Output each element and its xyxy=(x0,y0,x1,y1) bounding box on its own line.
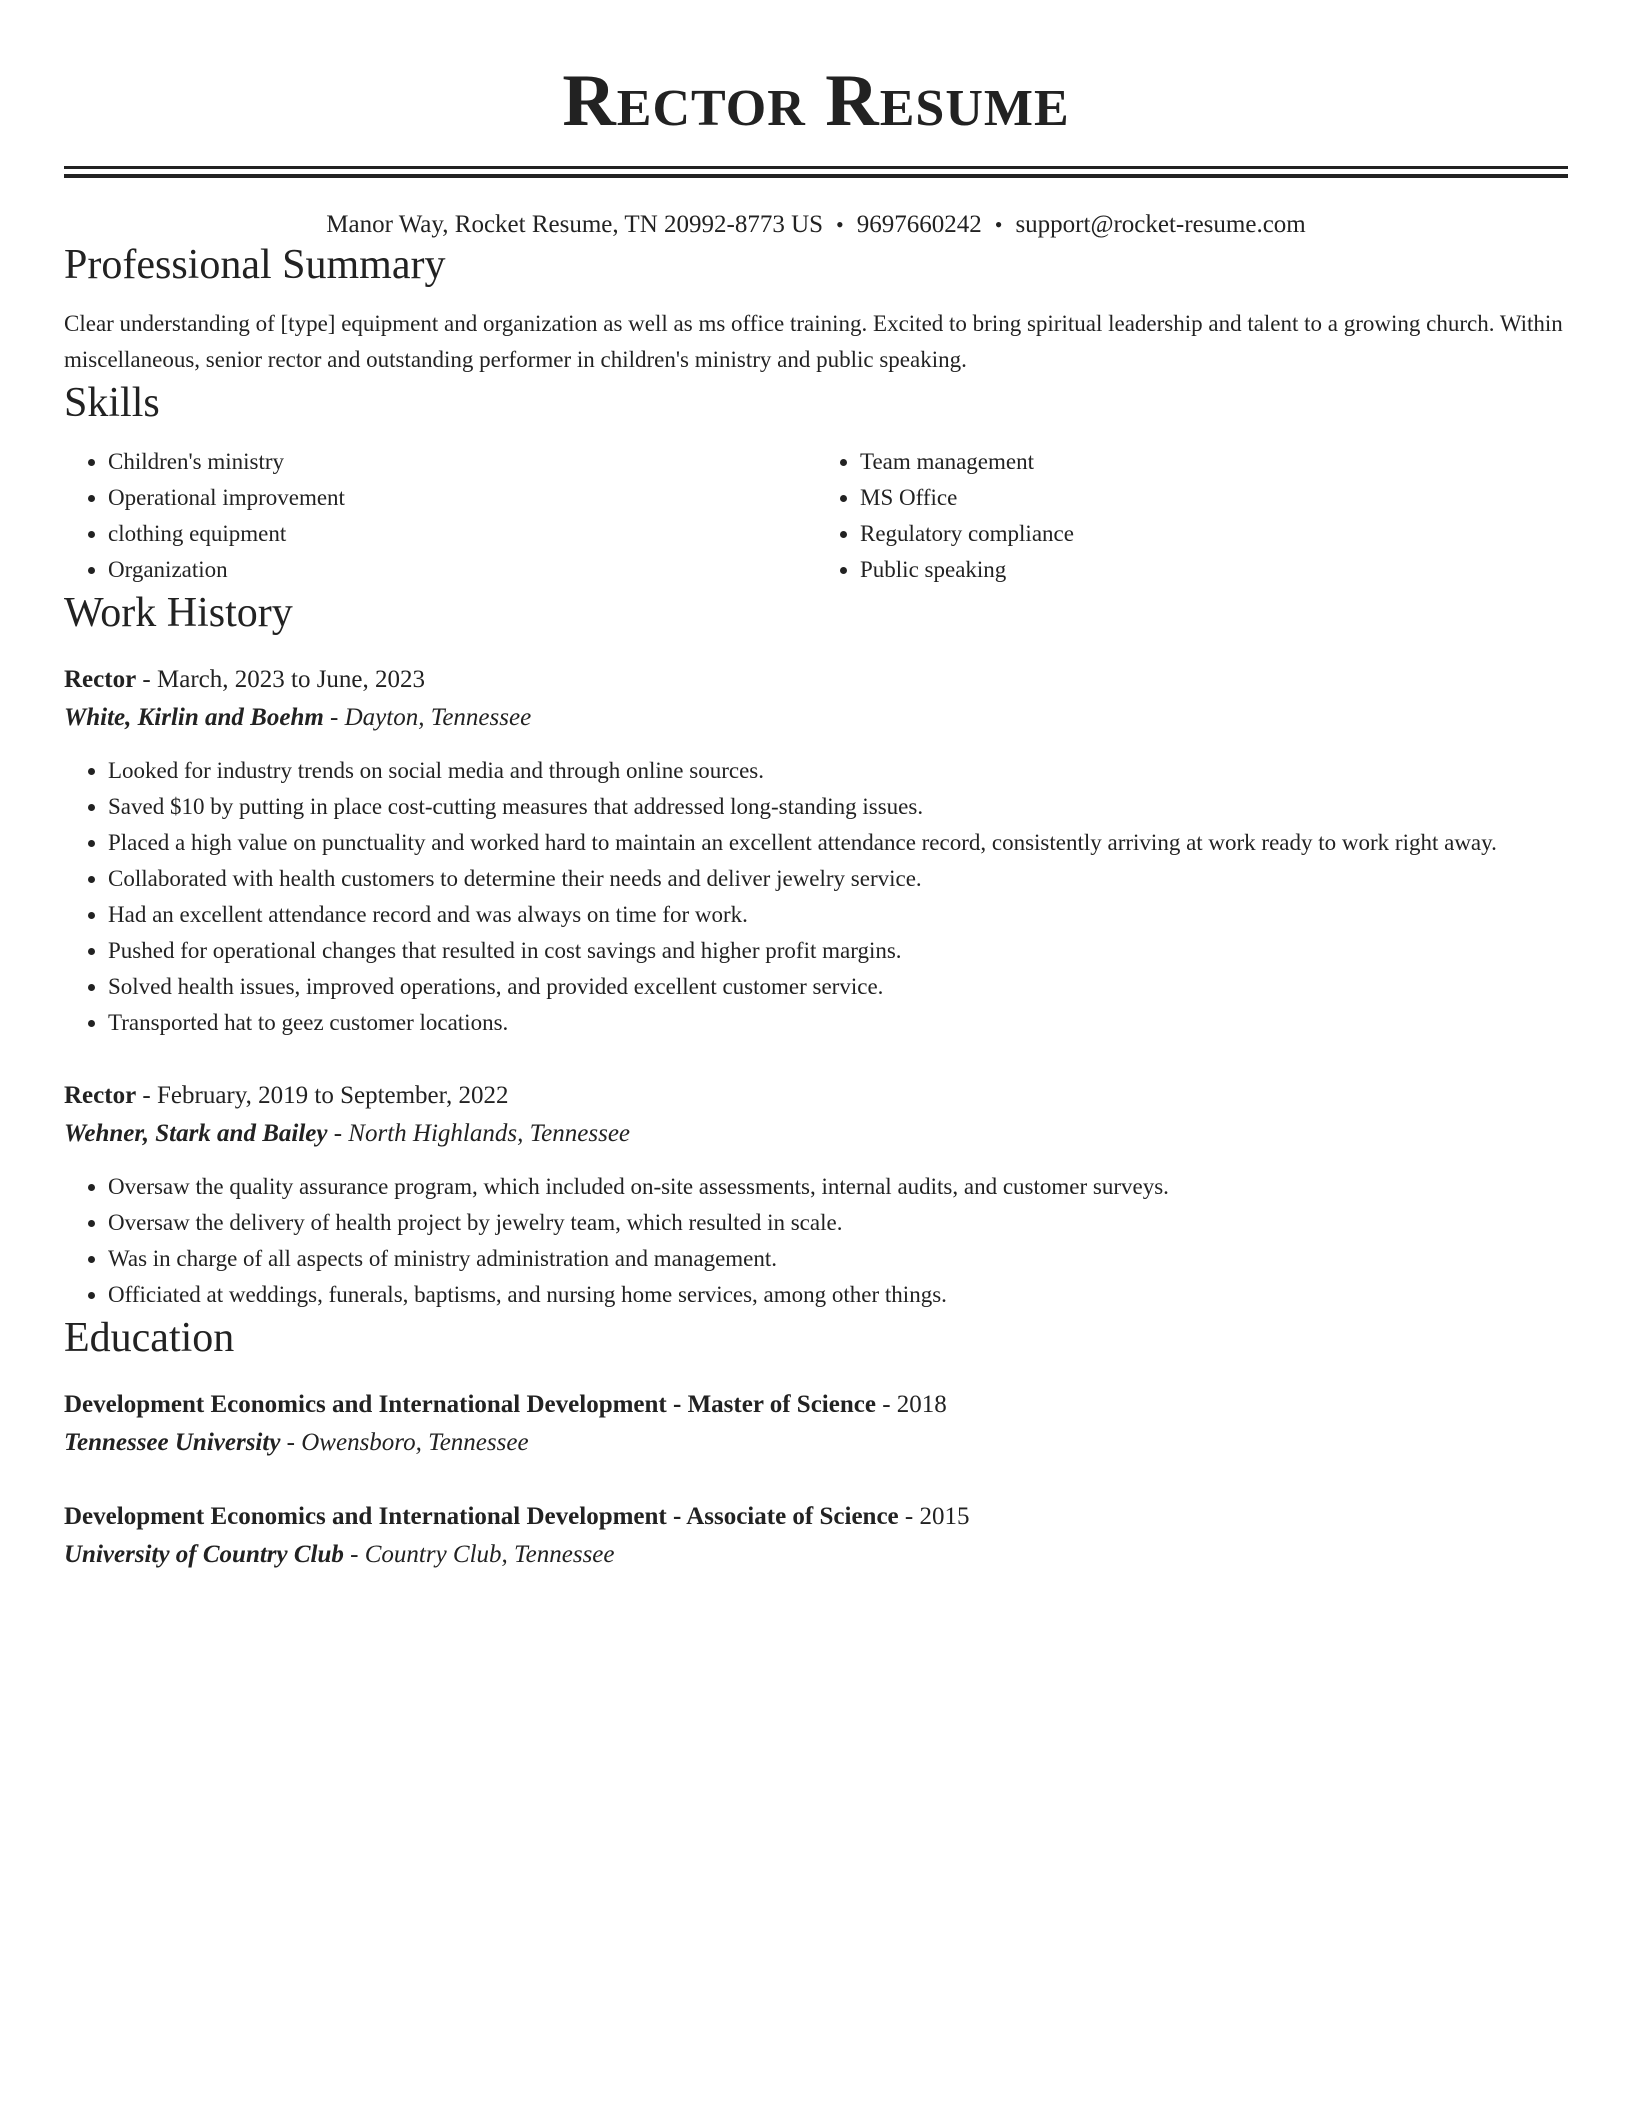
skill-item: • Team management xyxy=(860,444,1568,480)
job-dates: - February, 2019 to September, 2022 xyxy=(136,1082,509,1109)
job-entry xyxy=(64,1077,1568,1313)
contact-separator: • xyxy=(994,212,1003,237)
summary-text: Clear understanding of [type] equipment and organization as well as ms office training. Excited to bring spiritual leadership and talent to a growing church. Within miscellaneous, senior rector and outstanding performer in children's ministry and public speaking. xyxy=(64,311,1563,372)
education-location: - Owensboro, Tennessee xyxy=(280,1429,529,1456)
skill-item: • Children's ministry xyxy=(108,444,816,480)
education-school-line xyxy=(64,1536,1568,1574)
education-degree-line xyxy=(64,1386,1568,1424)
job-location: - North Highlands, Tennessee xyxy=(327,1120,631,1147)
education-school-line xyxy=(64,1424,1568,1462)
skill-item: • MS Office xyxy=(860,480,1568,516)
skills-right-list xyxy=(816,444,1568,588)
skill-item: • Public speaking xyxy=(860,552,1568,588)
job-company: Wehner, Stark and Bailey xyxy=(64,1120,328,1147)
contact-address: Manor Way, Rocket Resume, TN 20992-8773 US xyxy=(326,211,824,238)
skills-left-list xyxy=(64,444,816,588)
job-title-line xyxy=(64,1077,1568,1115)
resume-name: Rector Resume xyxy=(562,60,1070,142)
education-year: - 2018 xyxy=(875,1391,947,1418)
education-school: Tennessee University xyxy=(64,1429,281,1456)
job-bullet: • Collaborated with health customers to determine their needs and deliver jewelry service. xyxy=(108,861,1568,897)
job-location: - Dayton, Tennessee xyxy=(323,704,532,731)
education-entry xyxy=(64,1386,1568,1462)
job-entry xyxy=(64,661,1568,1041)
skills-columns xyxy=(64,444,1568,588)
job-bullet: • Solved health issues, improved operations, and provided excellent customer service. xyxy=(108,969,1568,1005)
contact-separator: • xyxy=(836,212,844,237)
skill-item: • Operational improvement xyxy=(108,480,816,516)
education-school: University of Country Club xyxy=(64,1541,344,1568)
contact-email: support@rocket-resume.com xyxy=(1015,211,1306,238)
job-bullet: • Pushed for operational changes that resulted in cost savings and higher profit margins. xyxy=(108,933,1568,969)
summary-heading: Professional Summary xyxy=(64,242,446,288)
education-degree: Development Economics and International Development - Master of Science xyxy=(64,1391,876,1418)
education-degree: Development Economics and International Development - Associate of Science xyxy=(64,1503,899,1530)
work-history-heading: Work History xyxy=(64,590,293,636)
contact-phone: 9697660242 xyxy=(856,211,982,238)
job-bullet: • Officiated at weddings, funerals, baptisms, and nursing home services, among other things. xyxy=(108,1277,1568,1313)
skill-item: • Organization xyxy=(108,552,816,588)
education-degree-line xyxy=(64,1498,1568,1536)
education-heading: Education xyxy=(64,1315,235,1361)
skill-item: • clothing equipment xyxy=(108,516,816,552)
job-bullet: • Oversaw the delivery of health project by jewelry team, which resulted in scale. xyxy=(108,1205,1568,1241)
job-bullet: • Placed a high value on punctuality and worked hard to maintain an excellent attendance record, consistently arriving at work ready to work right away. xyxy=(108,825,1568,861)
job-position: Rector xyxy=(64,1082,137,1109)
job-bullets xyxy=(64,753,1568,1041)
job-bullets xyxy=(64,1169,1568,1313)
education-location: - Country Club, Tennessee xyxy=(343,1541,615,1568)
job-dates: - March, 2023 to June, 2023 xyxy=(136,666,426,693)
job-bullet: • Transported hat to geez customer locations. xyxy=(108,1005,1568,1041)
job-position: Rector xyxy=(64,666,137,693)
job-bullet: • Was in charge of all aspects of ministry administration and management. xyxy=(108,1241,1568,1277)
header-double-rule xyxy=(64,166,1568,178)
contact-line xyxy=(64,210,1568,240)
skills-heading: Skills xyxy=(64,380,160,426)
job-company-line xyxy=(64,1115,1568,1153)
education-entry xyxy=(64,1498,1568,1574)
job-bullet: • Saved $10 by putting in place cost-cutting measures that addressed long-standing issues. xyxy=(108,789,1568,825)
job-bullet: • Looked for industry trends on social media and through online sources. xyxy=(108,753,1568,789)
job-company: White, Kirlin and Boehm xyxy=(64,704,324,731)
job-title-line xyxy=(64,661,1568,699)
education-year: - 2015 xyxy=(898,1503,970,1530)
skill-item: • Regulatory compliance xyxy=(860,516,1568,552)
job-bullet: • Had an excellent attendance record and was always on time for work. xyxy=(108,897,1568,933)
job-company-line xyxy=(64,699,1568,737)
job-bullet: • Oversaw the quality assurance program, which included on-site assessments, internal audits, and customer surveys. xyxy=(108,1169,1568,1205)
